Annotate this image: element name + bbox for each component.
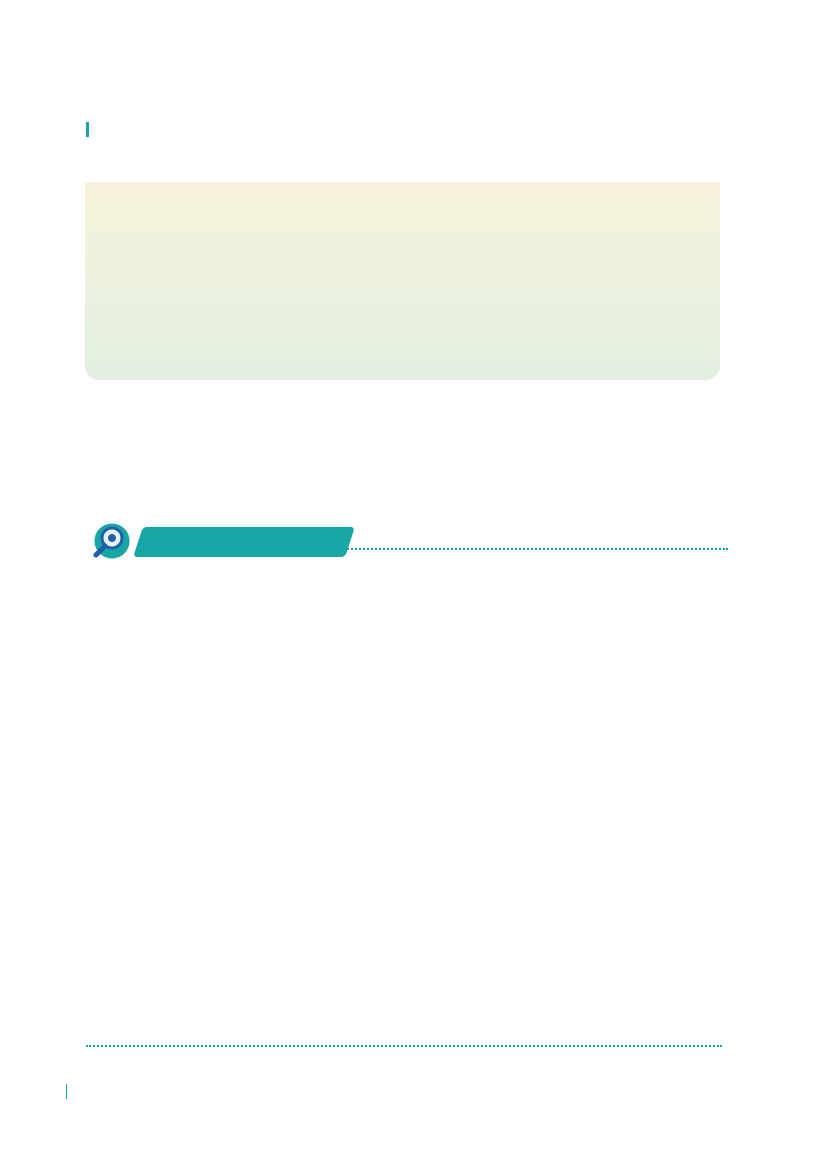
solubility-chart-multi	[88, 650, 350, 1016]
magnifier-icon	[88, 520, 136, 562]
page-footer	[58, 1084, 87, 1099]
solubility-chart-caoh2	[368, 684, 698, 834]
observe-badge-bg	[133, 527, 355, 557]
dotted-divider	[86, 1045, 722, 1047]
footer-separator	[66, 1084, 67, 1099]
section-tag-bar	[86, 122, 89, 137]
section-tag	[86, 122, 100, 137]
dotted-divider	[316, 548, 728, 550]
knowledge-box	[85, 182, 720, 380]
observe-banner	[88, 520, 728, 562]
